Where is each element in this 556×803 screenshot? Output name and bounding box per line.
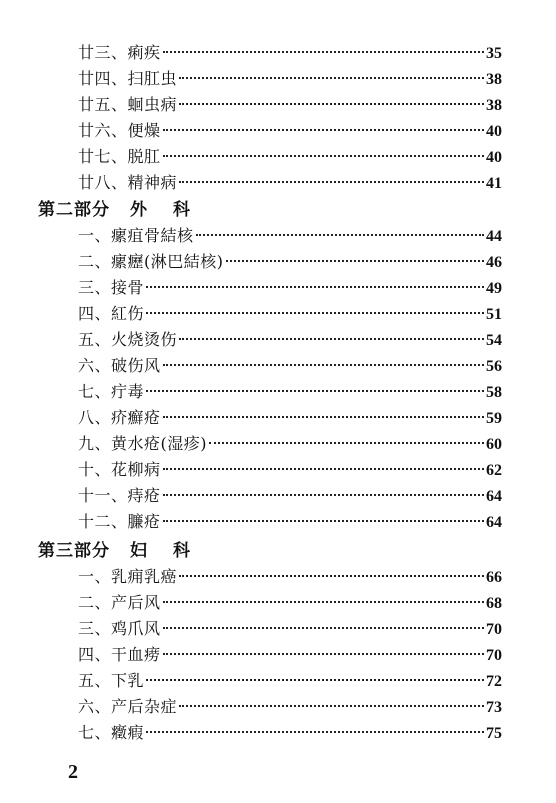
toc-entry-title: 廿四、扫肛虫 — [78, 69, 178, 88]
toc-entry-title: 廿六、便燥 — [78, 121, 161, 140]
toc-entry — [78, 94, 502, 116]
toc-entry-title: 十、花柳病 — [78, 460, 161, 479]
toc-entry — [78, 225, 502, 247]
dot-leader — [179, 575, 484, 577]
toc-entry — [78, 644, 502, 666]
toc-entry — [78, 511, 502, 533]
toc-entry-title: 一、乳痈乳癌 — [78, 567, 178, 586]
toc-entry-title: 二、瘰癧(淋巴結核) — [78, 252, 224, 271]
toc-entry-title: 一、瘰疽骨結核 — [78, 226, 194, 245]
toc-entry — [78, 566, 502, 588]
toc-entry — [78, 146, 502, 168]
toc-entry-title: 九、黄水疮(湿疹) — [78, 434, 207, 453]
toc-entry-title: 五、火烧烫伤 — [78, 330, 178, 349]
dot-leader — [196, 234, 484, 236]
toc-entry — [78, 42, 502, 64]
toc-entry-page: 40 — [486, 149, 502, 166]
dot-leader — [163, 468, 484, 470]
dot-leader — [179, 103, 484, 105]
toc-entry — [78, 329, 502, 351]
dot-leader — [163, 51, 484, 53]
toc-entry-page: 46 — [486, 254, 502, 271]
dot-leader — [163, 601, 484, 603]
toc-entry-title: 廿八、精神病 — [78, 173, 178, 192]
toc-entry — [78, 303, 502, 325]
toc-entry — [78, 592, 502, 614]
dot-leader — [179, 77, 484, 79]
toc-entry-page: 66 — [486, 569, 502, 586]
toc-entry-page: 60 — [486, 436, 502, 453]
toc-entry-title: 三、接骨 — [78, 278, 145, 297]
dot-leader — [179, 338, 484, 340]
dot-leader — [163, 129, 484, 131]
toc-entry-title: 六、破伤风 — [78, 356, 161, 375]
toc-entry-page: 64 — [486, 514, 502, 531]
dot-leader — [146, 286, 484, 288]
toc-entry-page: 35 — [486, 45, 502, 62]
toc-entry-title: 七、疔毒 — [78, 382, 145, 401]
toc-entry — [78, 722, 502, 744]
toc-entry — [78, 433, 502, 455]
toc-entry — [78, 696, 502, 718]
toc-entry-title: 四、干血痨 — [78, 645, 161, 664]
toc-entry-page: 58 — [486, 384, 502, 401]
dot-leader — [146, 679, 484, 681]
toc-entry-title: 五、下乳 — [78, 671, 145, 690]
toc-entry — [78, 277, 502, 299]
section-heading — [38, 539, 216, 563]
toc-entry-page: 56 — [486, 358, 502, 375]
toc-entry-title: 廿三、痢疾 — [78, 43, 161, 62]
toc-entry — [78, 120, 502, 142]
toc-entry-page: 54 — [486, 332, 502, 349]
section-subject: 外科 — [130, 200, 216, 220]
toc-entry-page: 64 — [486, 488, 502, 505]
section-label: 第二部分 — [38, 200, 110, 220]
toc-entry-page: 62 — [486, 462, 502, 479]
dot-leader — [146, 312, 484, 314]
toc-entry-page: 68 — [486, 595, 502, 612]
toc-entry-page: 73 — [486, 699, 502, 716]
toc-entry-title: 十二、臁疮 — [78, 512, 161, 531]
toc-entry-page: 70 — [486, 621, 502, 638]
toc-entry — [78, 407, 502, 429]
toc-entry — [78, 485, 502, 507]
toc-entry-page: 44 — [486, 228, 502, 245]
toc-entry-title: 七、癥瘕 — [78, 723, 145, 742]
toc-entry — [78, 68, 502, 90]
dot-leader — [163, 155, 484, 157]
section-subject: 妇科 — [130, 541, 216, 561]
toc-entry-page: 49 — [486, 280, 502, 297]
dot-leader — [163, 653, 484, 655]
toc-entry-page: 51 — [486, 306, 502, 323]
dot-leader — [179, 705, 484, 707]
dot-leader — [146, 390, 484, 392]
toc-entry-title: 二、产后风 — [78, 593, 161, 612]
dot-leader — [226, 260, 485, 262]
toc-entry-page: 72 — [486, 673, 502, 690]
toc-entry-title: 八、疥癬疮 — [78, 408, 161, 427]
toc-entry-page: 40 — [486, 123, 502, 140]
toc-entry — [78, 172, 502, 194]
toc-entry — [78, 618, 502, 640]
toc-entry-title: 四、紅伤 — [78, 304, 145, 323]
dot-leader — [146, 731, 484, 733]
dot-leader — [163, 520, 484, 522]
dot-leader — [163, 416, 484, 418]
toc-entry — [78, 670, 502, 692]
dot-leader — [163, 494, 484, 496]
toc-entry-title: 十一、痔疮 — [78, 486, 161, 505]
toc-entry-page: 59 — [486, 410, 502, 427]
section-heading — [38, 198, 216, 222]
toc-entry-title: 廿七、脱肛 — [78, 147, 161, 166]
toc-entry-title: 六、产后杂症 — [78, 697, 178, 716]
toc-entry-page: 70 — [486, 647, 502, 664]
dot-leader — [163, 627, 484, 629]
toc-entry-page: 38 — [486, 71, 502, 88]
toc-entry-page: 41 — [486, 175, 502, 192]
toc-entry — [78, 381, 502, 403]
section-label: 第三部分 — [38, 541, 110, 561]
toc-entry — [78, 251, 502, 273]
toc-entry-page: 75 — [486, 725, 502, 742]
dot-leader — [163, 364, 484, 366]
toc-entry — [78, 355, 502, 377]
toc-entry — [78, 459, 502, 481]
toc-entry-title: 廿五、蛔虫病 — [78, 95, 178, 114]
dot-leader — [179, 181, 484, 183]
toc-entry-title: 三、鸡爪风 — [78, 619, 161, 638]
toc-entry-page: 38 — [486, 97, 502, 114]
page-number: 2 — [68, 761, 78, 783]
dot-leader — [209, 442, 484, 444]
